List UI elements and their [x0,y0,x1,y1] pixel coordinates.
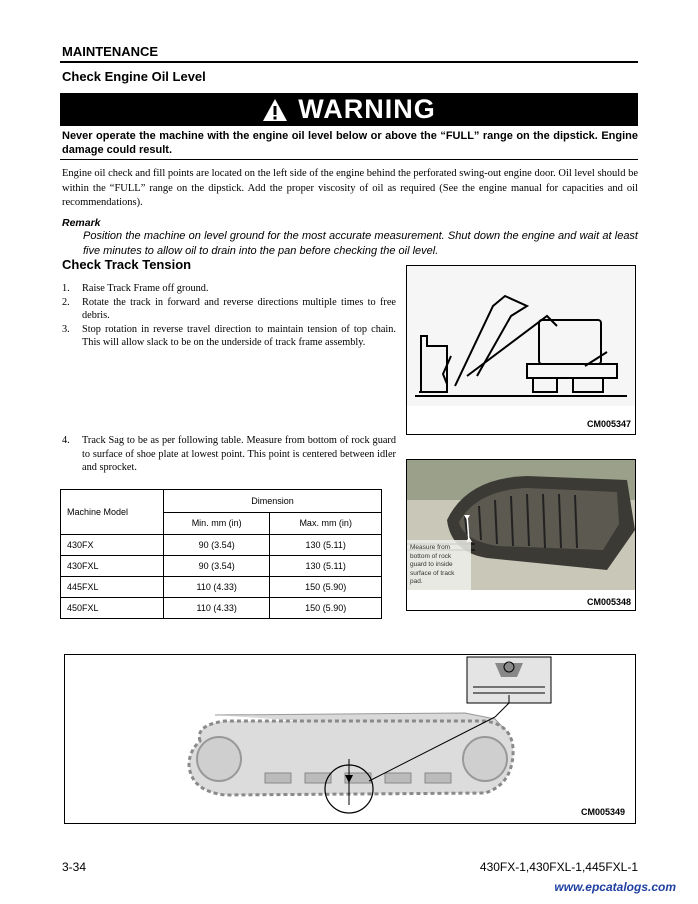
remark-text: Position the machine on level ground for the most accurate measurement. Shut down the engine and wait at least five minutes to allow oil to drain into the pan before checking the oil level. [83,230,638,257]
machine-lift-illustration [407,266,635,406]
model-list: 430FX-1,430FXL-1,445FXL-1 [479,860,638,874]
header-rule [60,61,638,63]
list-item: 2. Rotate the track in forward and reverse directions multiple times to free debris. [62,296,396,321]
figure-track-sag-photo [406,459,636,611]
list-item: 1. Raise Track Frame off ground. [62,283,209,294]
list-item: 3. Stop rotation in reverse travel direction to maintain tension of top chain. This will allow slack to be on the underside of track frame assembly. [62,323,396,348]
track-section-title: Check Track Tension [62,257,192,272]
track-sag-table [60,489,382,619]
section-header: MAINTENANCE [62,44,159,59]
table-header-min: Min. mm (in) [164,512,270,535]
remark-label: Remark [62,217,101,229]
watermark-link[interactable]: www.epcatalogs.com [554,880,676,894]
list-item: 4. Track Sag to be as per following table. Measure from bottom of rock guard to surface of shoe plate at lowest point. This point is centered between idler and sprocket. [62,435,396,473]
figure-raised-track [406,265,636,435]
table-row: 430FXL 90 (3.54) 130 (5.11) [61,556,382,577]
warning-triangle-icon [262,98,288,122]
track-side-illustration [65,655,635,823]
figure-caption: CM005349 [580,807,625,817]
table-row: 450FXL 110 (4.33) 150 (5.90) [61,598,382,619]
page-number: 3-34 [62,860,87,874]
table-row: 430FX 90 (3.54) 130 (5.11) [61,535,382,556]
warning-label: WARNING [298,94,436,124]
figure-track-side-view [64,654,636,824]
warning-rule [60,159,638,160]
track-step4 [62,434,396,475]
table-row: 445FXL 110 (4.33) 150 (5.90) [61,577,382,598]
oil-body-text: Engine oil check and fill points are located on the left side of the engine behind the perforated swing-out engine door. Oil level should be within the “FULL” range on the dipstick. Add the proper viscosity of oil as required (See the engine manual for capacities and oil recommendations). [62,168,638,208]
table-header-dimension: Dimension [164,490,382,513]
track-steps-list [62,282,396,350]
measure-callout: Measure from bottom of rock guard to inside surface of track pad. [410,544,455,585]
table-header-max: Max. mm (in) [270,512,382,535]
oil-section-title: Check Engine Oil Level [62,69,206,84]
figure-caption: CM005348 [586,597,631,607]
warning-banner [60,93,638,126]
table-header-model: Machine Model [61,490,164,535]
warning-text: Never operate the machine with the engine oil level below or above the “FULL” range on the dipstick. Engine damage could result. [62,130,638,156]
figure-caption: CM005347 [586,419,631,429]
